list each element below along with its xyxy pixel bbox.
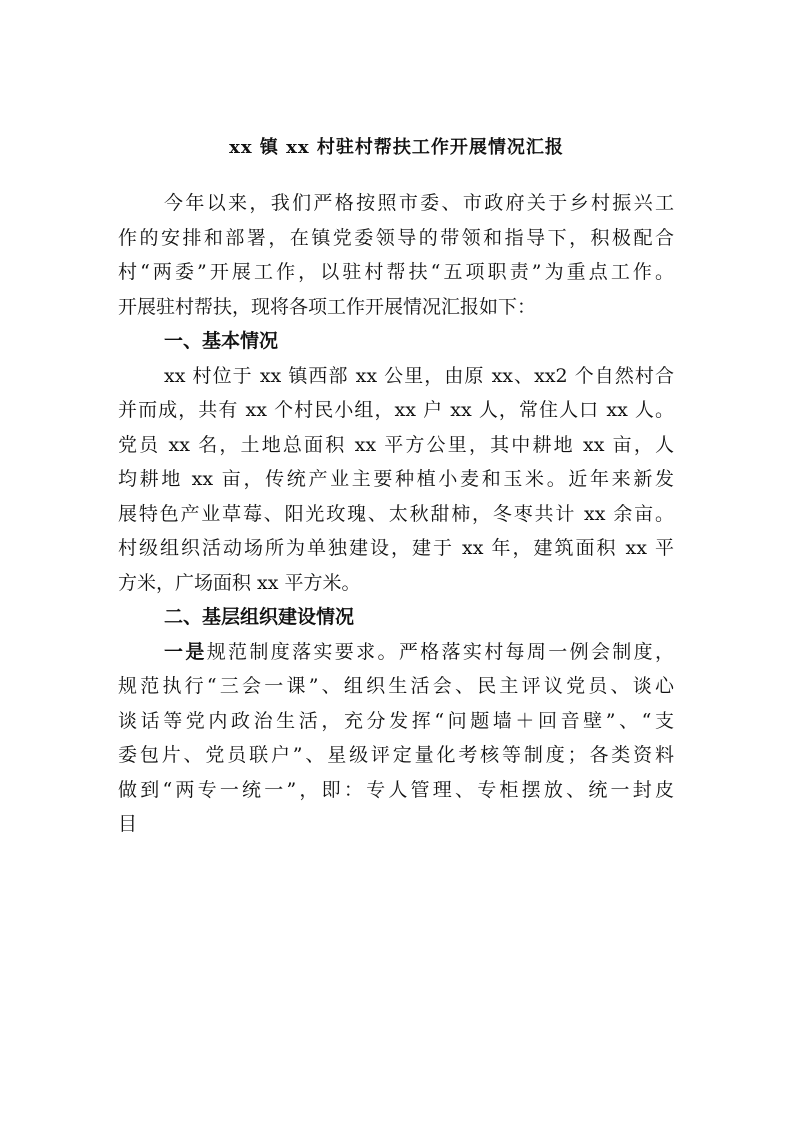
- document-title: xx 镇 xx 村驻村帮扶工作开展情况汇报: [229, 137, 564, 158]
- organization-line: 谈话等党内政治生活，充分发挥“问题墙＋回音壁”、“支: [118, 709, 674, 732]
- section-heading-organization: 二、基层组织建设情况: [164, 606, 355, 628]
- intro-line: 村“两委”开展工作，以驻村帮扶“五项职责”为重点工作。: [118, 261, 674, 283]
- point-lead-text: 规范制度落实要求。严格落实村每周一例会制度，: [206, 640, 674, 663]
- basic-info-line: 均耕地 xx 亩，传统产业主要种植小麦和玉米。近年来新发: [118, 468, 674, 490]
- intro-line: 开展驻村帮扶，现将各项工作开展情况汇报如下：: [118, 295, 537, 318]
- intro-line: 作的安排和部署，在镇党委领导的带领和指导下，积极配合: [118, 226, 674, 249]
- basic-info-line: 党员 xx 名，土地总面积 xx 平方公里，其中耕地 xx 亩，人: [118, 433, 674, 456]
- organization-paragraph: [118, 635, 674, 842]
- document-body: [118, 186, 674, 842]
- basic-info-paragraph: [118, 359, 674, 601]
- basic-info-line: 方米，广场面积 xx 平方米。: [118, 571, 361, 594]
- point-lead-label: 一是: [164, 640, 207, 663]
- organization-line: 目: [118, 813, 138, 835]
- section-heading-basic-info: 一、基本情况: [164, 330, 279, 352]
- basic-info-line: 村级组织活动场所为单独建设，建于 xx 年，建筑面积 xx 平: [118, 537, 674, 559]
- basic-info-line: xx 村位于 xx 镇西部 xx 公里，由原 xx、xx2 个自然村合: [164, 364, 674, 387]
- organization-line: [118, 635, 674, 670]
- organization-line: 规范执行“三会一课”、组织生活会、民主评议党员、谈心: [118, 675, 674, 697]
- basic-info-line: 展特色产业草莓、阳光玫瑰、太秋甜柿，冬枣共计 xx 余亩。: [118, 502, 674, 525]
- organization-line: 委包片、党员联户”、星级评定量化考核等制度；各类资料: [118, 744, 674, 766]
- basic-info-line: 并而成，共有 xx 个村民小组，xx 户 xx 人，常住人口 xx 人。: [118, 399, 674, 421]
- organization-line: 做到“两专一统一”，即：专人管理、专柜摆放、统一封皮: [118, 778, 674, 801]
- intro-paragraph: [118, 186, 674, 324]
- intro-line: 今年以来，我们严格按照市委、市政府关于乡村振兴工: [164, 192, 674, 214]
